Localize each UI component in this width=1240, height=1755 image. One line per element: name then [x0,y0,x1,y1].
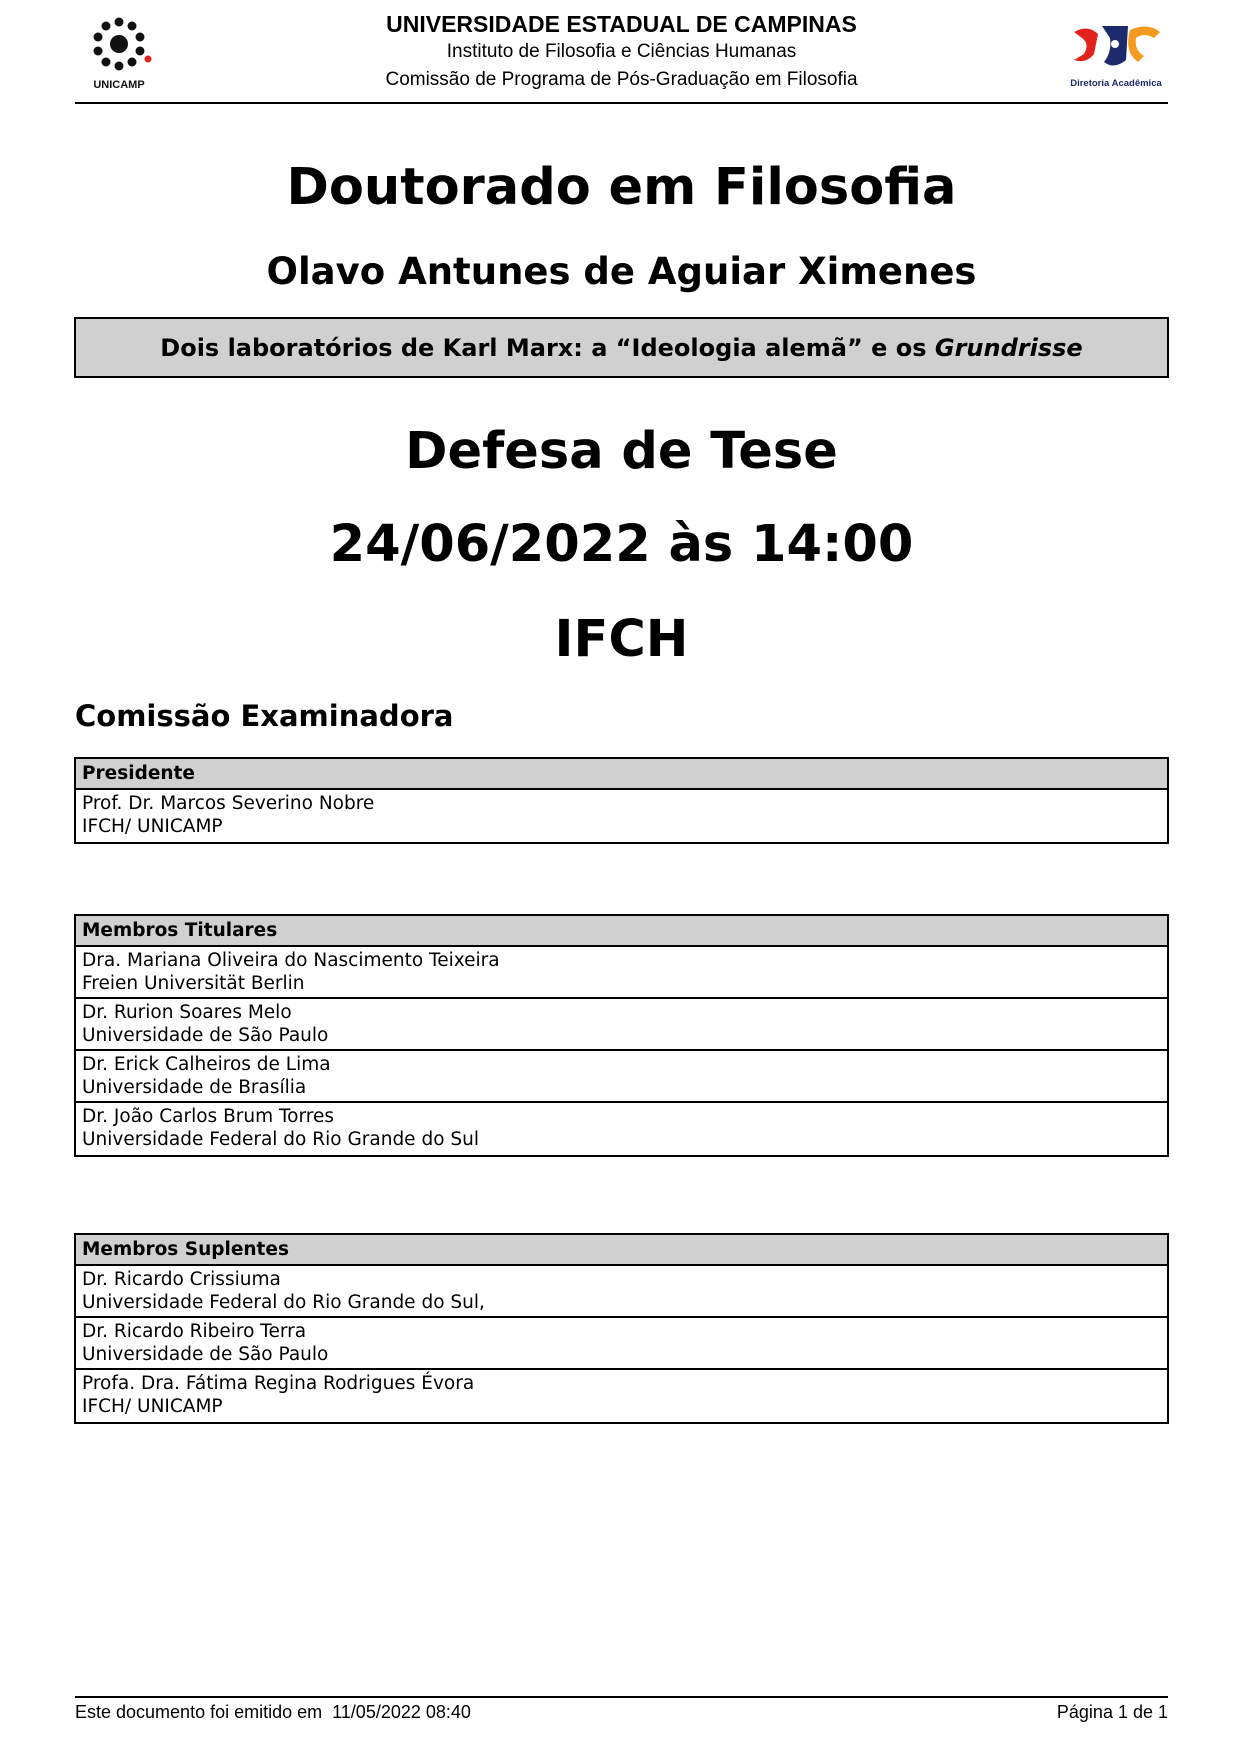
member-name: Dr. Rurion Soares Melo [82,1002,292,1023]
president-table [74,757,1169,844]
thesis-title-prefix: Dois laboratórios de Karl Marx: a “Ideologia alemã” e os [160,333,935,362]
unicamp-logo-text: UNICAMP [93,79,145,91]
member-name: Dr. João Carlos Brum Torres [82,1106,334,1127]
member-row [76,1266,1167,1318]
member-row [76,1370,1167,1422]
event-type: Defesa de Tese [405,422,838,481]
event-location: IFCH [554,610,689,669]
unicamp-logo [83,14,155,96]
member-row [76,1103,1167,1155]
committee-heading: Comissão Examinadora [75,699,454,733]
table-header: Membros Titulares [76,916,1167,947]
table-header: Presidente [76,759,1167,790]
member-institution: Universidade de São Paulo [82,1025,329,1046]
institute-name: Instituto de Filosofia e Ciências Humanas [446,41,797,62]
member-row [76,999,1167,1051]
member-name: Profa. Dra. Fátima Regina Rodrigues Évora [82,1373,475,1394]
member-name: Dra. Mariana Oliveira do Nascimento Teixeira [82,950,500,971]
candidate-name: Olavo Antunes de Aguiar Ximenes [266,250,977,293]
table-header: Membros Suplentes [76,1235,1167,1266]
member-row [76,1051,1167,1103]
member-row [76,1318,1167,1370]
university-name: UNIVERSIDADE ESTADUAL DE CAMPINAS [386,11,857,37]
member-institution: Universidade Federal do Rio Grande do Sul, [82,1292,485,1313]
member-name: Prof. Dr. Marcos Severino Nobre [82,793,375,814]
substitute-members-table [74,1233,1169,1424]
member-name: Dr. Erick Calheiros de Lima [82,1054,331,1075]
diretoria-academica-logo-text: Diretoria Acadêmica [1070,78,1162,89]
page-number: Página 1 de 1 [1056,1702,1168,1722]
member-institution: Freien Universität Berlin [82,973,305,994]
member-row [76,790,1167,842]
diretoria-academica-logo [1064,20,1168,98]
commission-name: Comissão de Programa de Pós-Graduação em Filosofia [385,69,858,90]
member-institution: Universidade Federal do Rio Grande do Sul [82,1129,480,1150]
page-header [75,6,1168,104]
member-institution: IFCH/ UNICAMP [82,816,223,837]
page-footer [75,1696,1168,1722]
titular-members-table [74,914,1169,1157]
thesis-title-italic: Grundrisse [934,333,1083,362]
program-title: Doutorado em Filosofia [286,158,957,217]
event-datetime: 24/06/2022 às 14:00 [329,515,914,574]
thesis-title-box [74,317,1169,378]
member-name: Dr. Ricardo Ribeiro Terra [82,1321,307,1342]
member-name: Dr. Ricardo Crissiuma [82,1269,281,1290]
member-institution: Universidade de Brasília [82,1077,307,1098]
issued-timestamp: Este documento foi emitido em 11/05/2022 08:40 [75,1702,471,1722]
member-row [76,947,1167,999]
member-institution: Universidade de São Paulo [82,1344,329,1365]
member-institution: IFCH/ UNICAMP [82,1396,223,1417]
